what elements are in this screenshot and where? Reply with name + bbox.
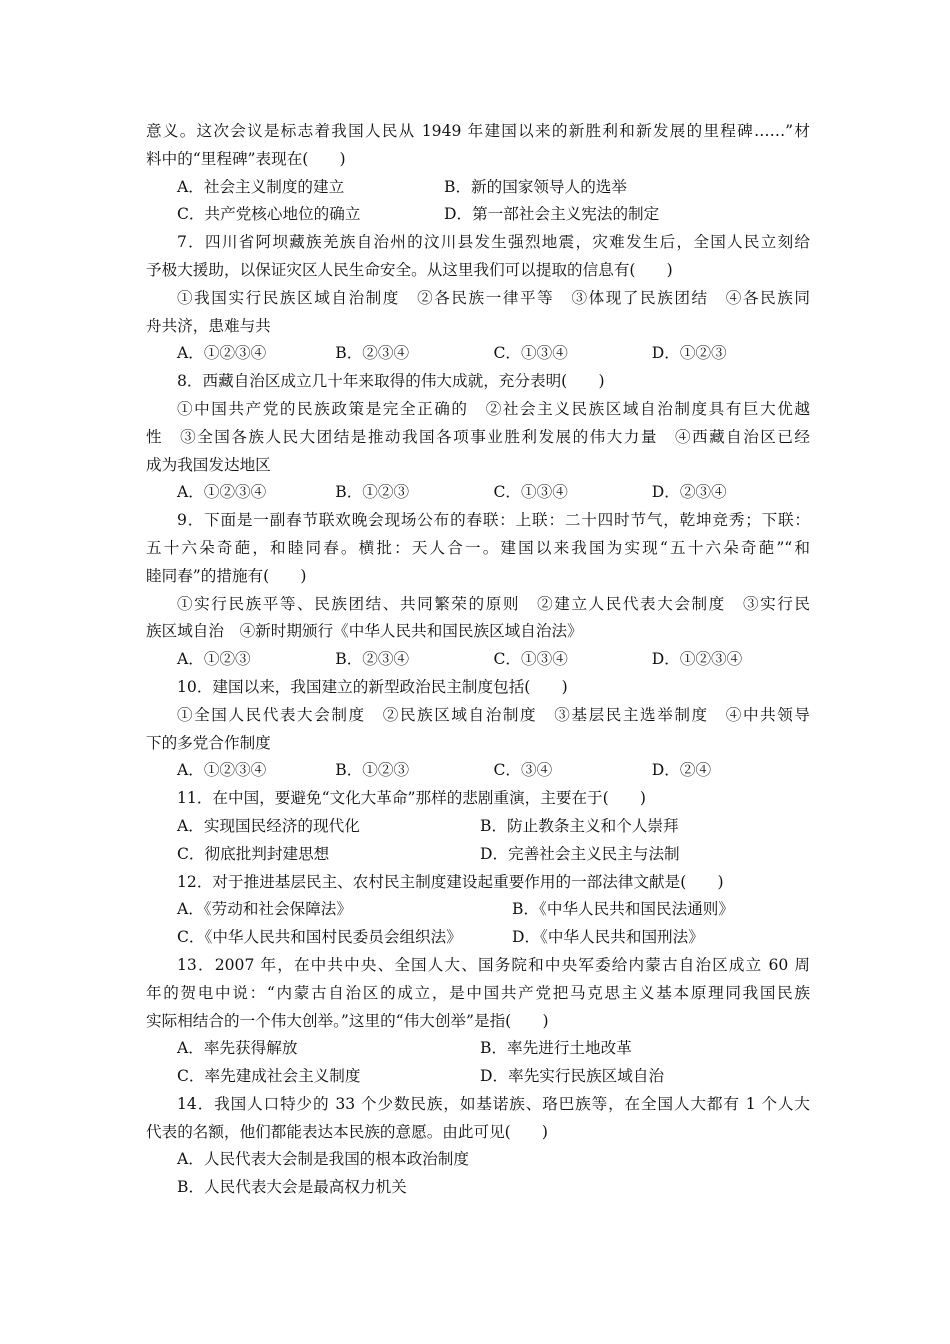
question-8-stem: 8．西藏自治区成立几十年来取得的伟大成就，充分表明( ) xyxy=(177,372,605,391)
option-d: D．①②③ xyxy=(651,344,727,363)
option-a: A．①②③④ xyxy=(177,344,267,363)
option-b: B．人民代表大会是最高权力机关 xyxy=(177,1178,407,1197)
question-13-stem-line: 年的贺电中说：“内蒙古自治区的成立，是中国共产党把马克思主义基本原理同我国民族 xyxy=(146,983,810,1002)
option-a: A．①②③ xyxy=(177,650,251,669)
option-a: A．《劳动和社会保障法》 xyxy=(177,900,352,919)
question-11-options-row xyxy=(146,841,810,869)
question-9-stem: 9．下面是一副春节联欢晚会现场公布的春联：上联：二十四时节气，乾坤竞秀；下联： xyxy=(177,511,810,530)
option-c: C．共产党核心地位的确立 xyxy=(177,205,361,224)
option-a: A．①②③④ xyxy=(177,761,267,780)
option-b: B．②③④ xyxy=(335,344,410,363)
question-10-options-row xyxy=(146,757,810,785)
option-c: C．彻底批判封建思想 xyxy=(177,844,330,863)
option-d: D．完善社会主义民主与法制 xyxy=(480,844,680,863)
option-a: A．①②③④ xyxy=(177,483,267,502)
question-13-stem-line: 实际相结合的一个伟大创举。”这里的“伟大创举”是指( ) xyxy=(146,1011,549,1030)
option-c: C．率先建成社会主义制度 xyxy=(177,1067,361,1086)
question-7-stem-line: 予极大援助，以保证灾区人民生命安全。从这里我们可以提取的信息有( ) xyxy=(146,260,673,279)
option-b: B．《中华人民共和国民法通则》 xyxy=(512,900,734,919)
option-b: B．①②③ xyxy=(335,483,410,502)
question-8-statements: ①中国共产党的民族政策是完全正确的 ②社会主义民族区域自治制度具有巨大优越 xyxy=(177,399,810,418)
question-9-stem-line: 睦同春”的措施有( ) xyxy=(146,566,307,585)
question-9-statements-line: 族区域自治 ④新时期颁行《中华人民共和国民族区域自治法》 xyxy=(146,622,583,641)
option-d: D．②④ xyxy=(651,761,712,780)
question-12-options-row xyxy=(146,924,810,952)
question-6-options-row xyxy=(146,174,810,202)
question-13-stem: 13．2007 年，在中共中央、全国人大、国务院和中央军委给内蒙古自治区成立 60 周 xyxy=(177,955,810,974)
option-a: A．人民代表大会制是我国的根本政治制度 xyxy=(177,1150,469,1169)
question-6-stem-line: 意义。这次会议是标志着我国人民从 1949 年建国以来的新胜利和新发展的里程碑……”材 xyxy=(146,122,810,140)
question-9-stem-line: 五十六朵奇葩，和睦同春。横批：天人合一。建国以来我国为实现“五十六朵奇葩”“和 xyxy=(146,538,810,557)
question-12-options-row xyxy=(146,896,810,924)
document-page xyxy=(146,118,810,1202)
question-13-options-row xyxy=(146,1063,810,1091)
option-b: B．新的国家领导人的选举 xyxy=(444,177,627,196)
question-11-options-row xyxy=(146,813,810,841)
option-b: B．①②③ xyxy=(335,761,410,780)
question-14-stem-line: 代表的名额，他们都能表达本民族的意愿。由此可见( ) xyxy=(146,1122,549,1141)
question-8-statements-line: 成为我国发达地区 xyxy=(146,455,271,474)
option-c: C．③④ xyxy=(493,761,553,780)
option-b: B．防止教条主义和个人崇拜 xyxy=(480,816,679,835)
option-a: A．社会主义制度的建立 xyxy=(177,177,345,196)
question-8-statements-line: 性 ③全国各族人民大团结是推动我国各项事业胜利发展的伟大力量 ④西藏自治区已经 xyxy=(146,427,810,446)
question-10-statements-line: 下的多党合作制度 xyxy=(146,733,271,752)
question-7-stem: 7．四川省阿坝藏族羌族自治州的汶川县发生强烈地震，灾难发生后，全国人民立刻给 xyxy=(177,233,810,252)
option-d: D．率先实行民族区域自治 xyxy=(480,1067,665,1086)
question-8-options-row xyxy=(146,479,810,507)
option-d: D．②③④ xyxy=(651,483,727,502)
option-b: B．率先进行土地改革 xyxy=(480,1039,632,1058)
question-9-options-row xyxy=(146,646,810,674)
question-6-options-row xyxy=(146,201,810,229)
option-d: D．①②③④ xyxy=(651,650,743,669)
question-7-statements-line: 舟共济，患难与共 xyxy=(146,316,271,335)
option-a: A．实现国民经济的现代化 xyxy=(177,816,360,835)
option-c: C．①③④ xyxy=(493,344,568,363)
question-11-stem: 11．在中国，要避免“文化大革命”那样的悲剧重演，主要在于( ) xyxy=(177,789,646,808)
option-c: C．《中华人民共和国村民委员会组织法》 xyxy=(177,928,462,947)
question-7-options-row xyxy=(146,340,810,368)
question-12-stem: 12．对于推进基层民主、农村民主制度建设起重要作用的一部法律文献是( ) xyxy=(177,872,724,891)
option-d: D．《中华人民共和国刑法》 xyxy=(512,928,704,947)
question-13-options-row xyxy=(146,1035,810,1063)
question-6-stem-line: 料中的“里程碑”表现在( ) xyxy=(146,149,346,168)
option-c: C．①③④ xyxy=(493,650,568,669)
question-9-statements: ①实行民族平等、民族团结、共同繁荣的原则 ②建立人民代表大会制度 ③实行民 xyxy=(177,594,810,613)
option-b: B．②③④ xyxy=(335,650,410,669)
option-a: A．率先获得解放 xyxy=(177,1039,298,1058)
question-7-statements: ①我国实行民族区域自治制度 ②各民族一律平等 ③体现了民族团结 ④各民族同 xyxy=(177,288,810,307)
question-14-stem: 14．我国人口特少的 33 个少数民族，如基诺族、珞巴族等，在全国人大都有 1 个人大 xyxy=(177,1094,810,1113)
question-10-stem: 10．建国以来，我国建立的新型政治民主制度包括( ) xyxy=(177,677,568,696)
option-c: C．①③④ xyxy=(493,483,568,502)
question-10-statements: ①全国人民代表大会制度 ②民族区域自治制度 ③基层民主选举制度 ④中共领导 xyxy=(177,705,810,724)
option-d: D．第一部社会主义宪法的制定 xyxy=(444,205,660,224)
